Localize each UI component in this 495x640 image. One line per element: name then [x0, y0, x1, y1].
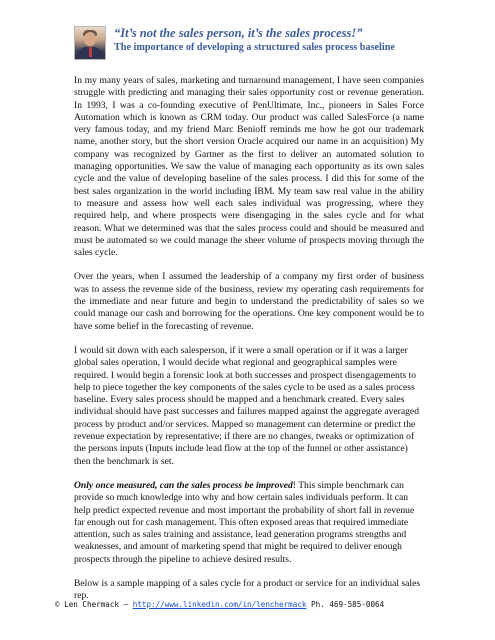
- page-footer: [55, 600, 475, 609]
- document-title: “It’s not the sales person, it’s the sales process!”: [114, 26, 363, 40]
- paragraph-4: [74, 480, 424, 566]
- paragraph-4-rest: ! This simple benchmark can provide so much knowledge into why and how certain sales individuals perform. It can help predict expected revenue and most important the probability of short fall in revenue far enough out for cash management. This often exposed areas that required immediate attention, such as sales training and assistance, lead generation programs strengths and weaknesses, and amount of marketing spend that might be required to deliver enough prospects through the pipeline to achieve desired results.: [74, 479, 415, 565]
- footer-copyright: © Len Chermack –: [55, 600, 133, 609]
- author-portrait-icon: [74, 26, 106, 60]
- linkedin-link[interactable]: http://www.linkedin.com/in/lenchermack: [132, 600, 307, 609]
- emphasis-text: Only once measured, can the sales process be improved: [74, 479, 293, 491]
- paragraph-3: I would sit down with each salesperson, if it were a small operation or if it was a larger global sales operation, I would decide what regional and geographical samples were required. I would begin a forensic look at both successes and prospect disengagements to help to piece together the key components of the sales cycle to be used as a sales process baseline. Every sales process should be mapped and a benchmark created. Every sales individual should have past successes and failures mapped against the aggregate averaged process by product and/or services. Mapped so management can determine or predict the revenue expectation by representative; if there are no changes, tweaks or optimization of the persons inputs (Inputs include lead flow at the top of the funnel or other assistance) then the benchmark is set.: [74, 344, 419, 467]
- footer-phone: Ph. 469-585-0064: [306, 600, 385, 609]
- paragraph-2: Over the years, when I assumed the leadership of a company my first order of business was to assess the revenue side of the business, review my operating cash requirements for the immediate and near future and begin to understand the predictability of sales so we could manage our cash and borrowing for the operations. One key component would be to have some belief in the forecasting of revenue.: [74, 271, 424, 332]
- paragraph-5: Below is a sample mapping of a sales cycle for a product or service for an individual sales rep.: [74, 577, 421, 602]
- document-subtitle: The importance of developing a structured sales process baseline: [114, 42, 395, 53]
- page-header: [74, 26, 474, 60]
- paragraph-1: In my many years of sales, marketing and turnaround management, I have seen companies struggle with predicting and managing their sales opportunity cost or revenue generation. In 1993, I was a co-founding executive of PenUltimate, Inc., pioneers in Sales Force Automation which is known as CRM today. Our product was called SalesForce (a name very famous today, and my friend Marc Benioff reminds me how he got our trademark name, another story, but the short version Oracle acquired our name in an acquisition) My company was recognized by Gartner as the first to deliver an automated solution to managing opportunities. We saw the value of managing each opportunity as its own sales cycle and the value of developing baseline of the sales process. I did this for some of the best sales organization in the world including IBM. My team saw real value in the ability to measure and assess how well each sales individual was progressing, where they required help, and where prospects were disengaging in the sales cycle and for what reason. What we determined was that the sales process could and should be measured and must be automated so we could manage the sheer volume of prospects moving through the sales cycle.: [74, 75, 424, 259]
- article-body: [74, 75, 424, 615]
